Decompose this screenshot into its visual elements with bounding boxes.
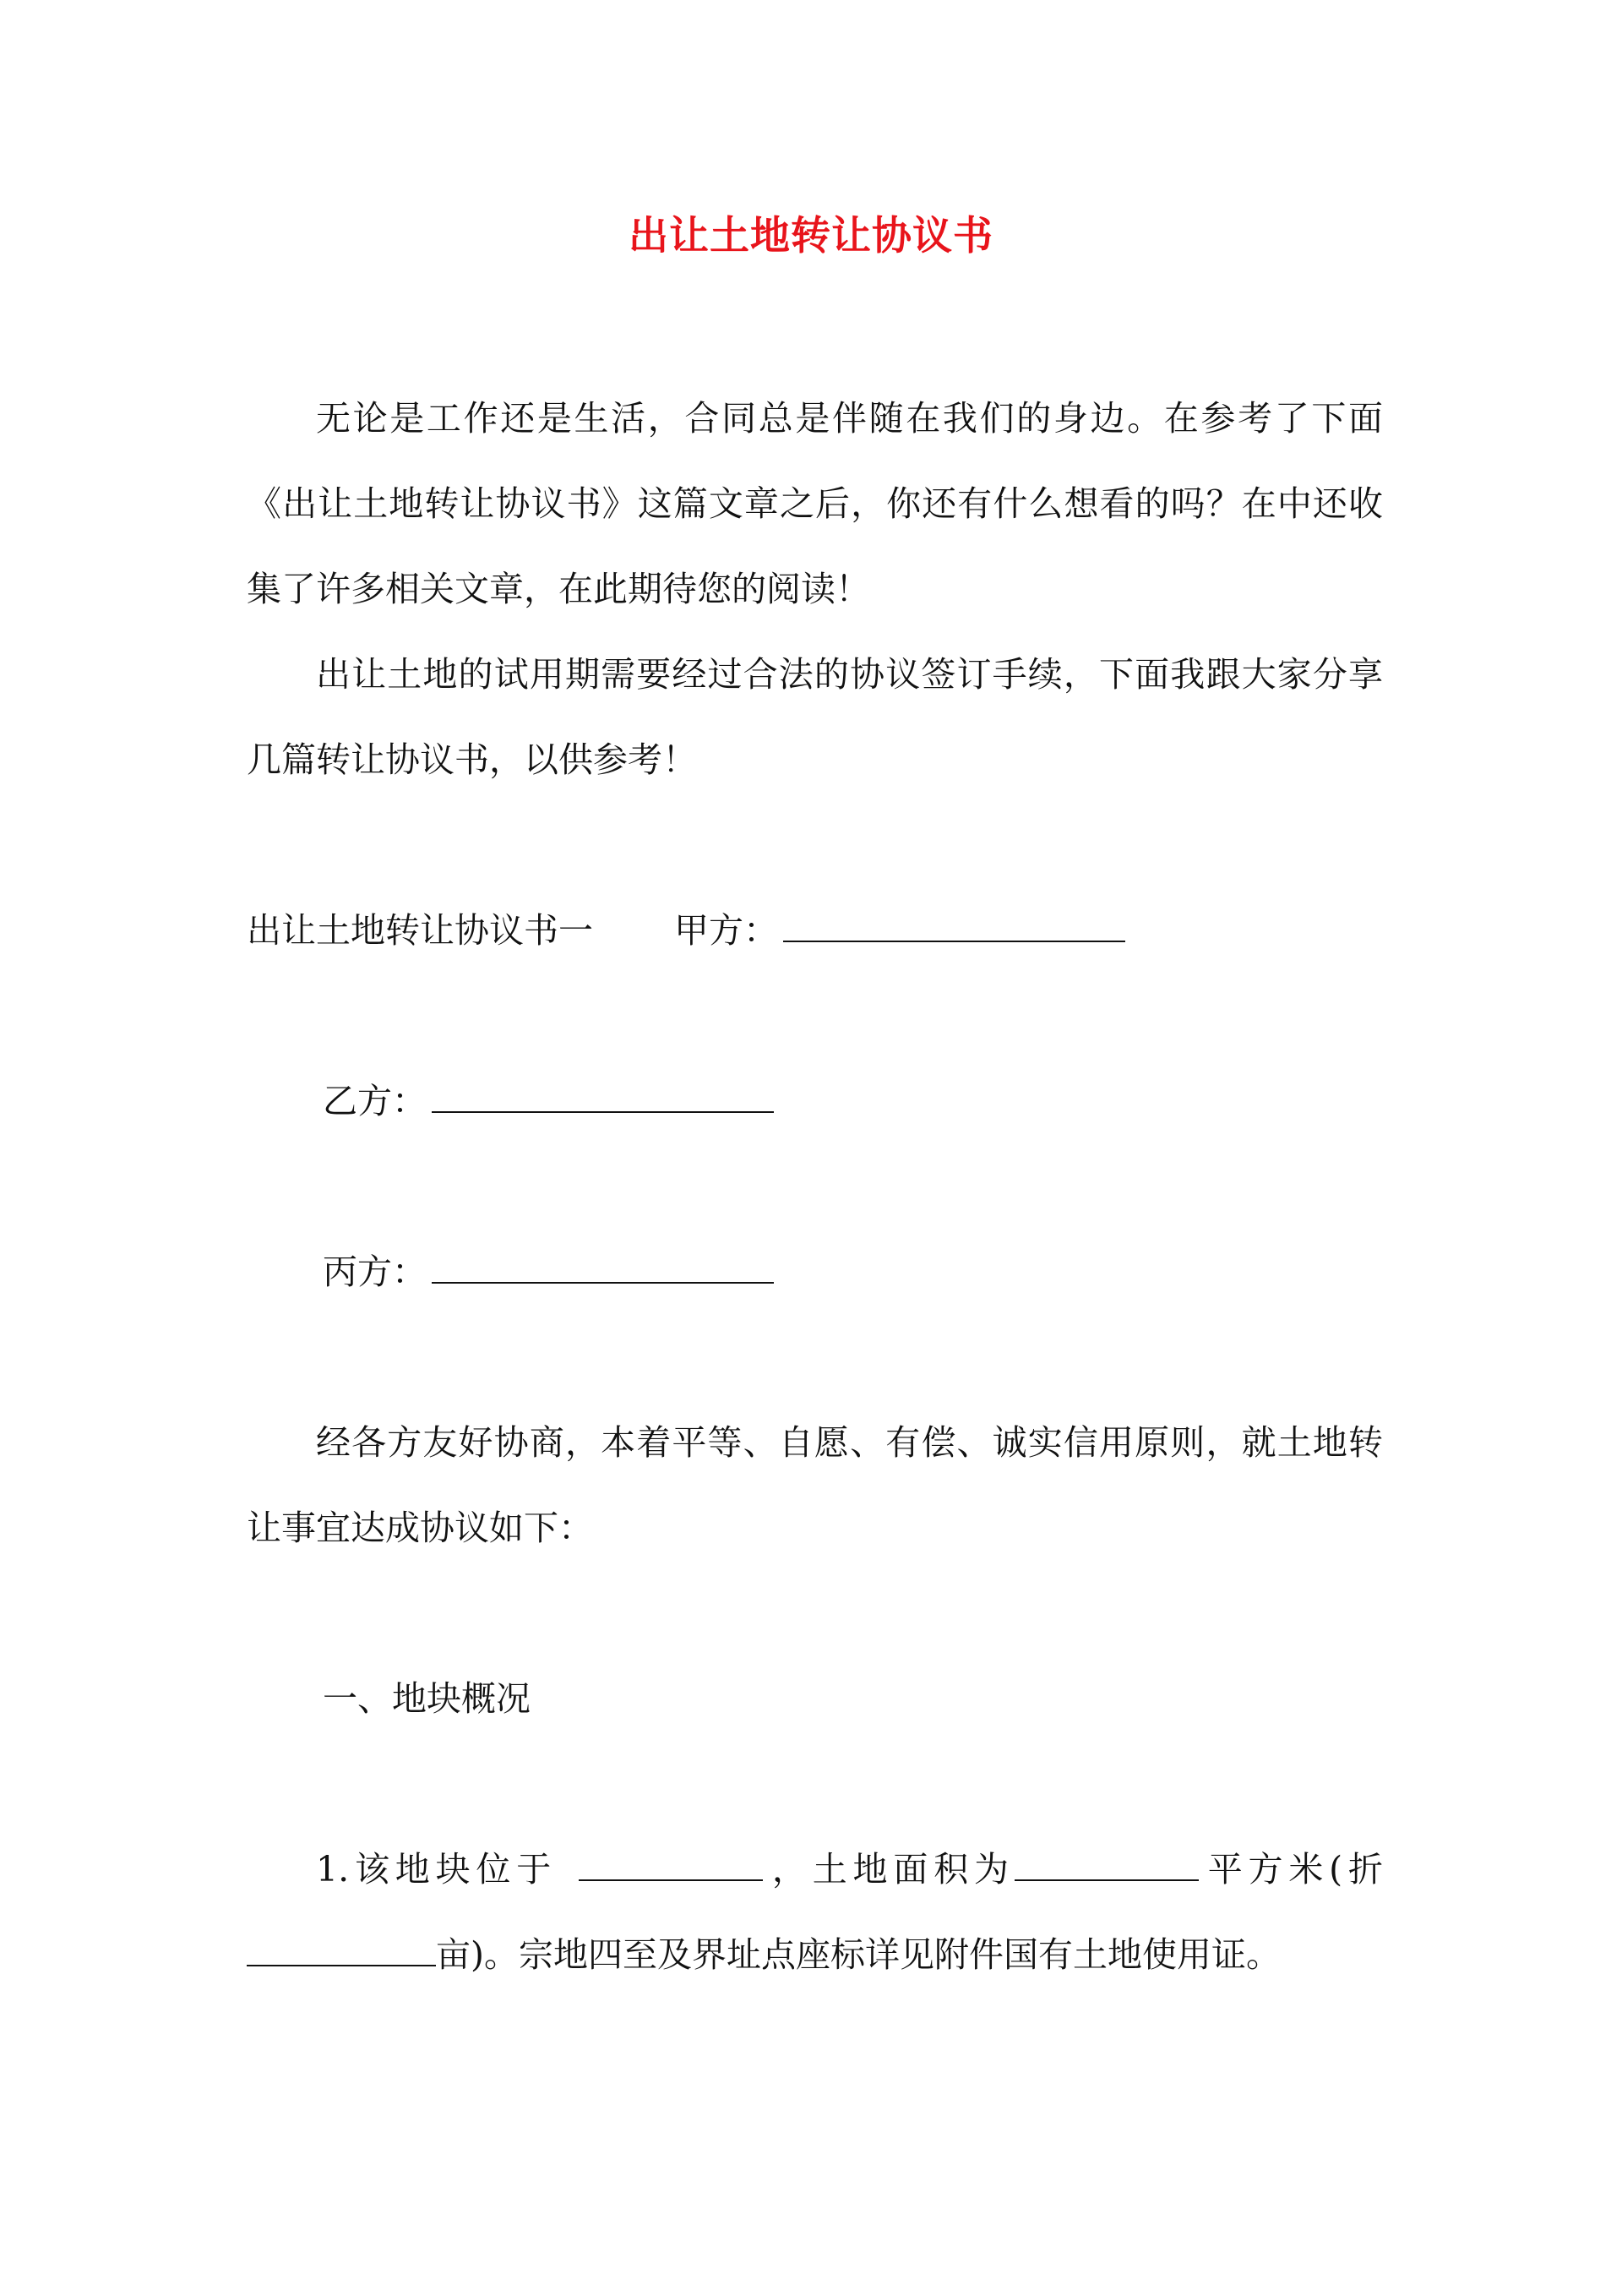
section-1-heading: 一、地块概况 <box>323 1678 531 1719</box>
spacer <box>247 1315 1383 1400</box>
spacer <box>247 803 1383 888</box>
intro-paragraph-1: 无论是工作还是生活，合同总是伴随在我们的身边。在参考了下面《出让土地转让协议书》这篇文章之后，你还有什么想看的吗？在中还收集了许多相关文章，在此期待您的阅读！ <box>247 398 1383 609</box>
clause-1-middle: ，土地面积为 <box>766 1849 1015 1890</box>
intro-paragraph-2: 出让土地的试用期需要经过合法的协议签订手续，下面我跟大家分享几篇转让协议书，以供参考！ <box>247 654 1383 780</box>
party-b-blank[interactable] <box>432 1104 774 1113</box>
party-c-label: 丙方： <box>323 1252 427 1292</box>
spacer <box>247 973 1383 1059</box>
location-blank[interactable] <box>579 1873 763 1881</box>
document-body <box>247 376 1383 1998</box>
spacer <box>247 1571 1383 1656</box>
party-a-label: 甲方： <box>674 910 778 951</box>
preamble-paragraph: 经各方友好协商，本着平等、自愿、有偿、诚实信用原则，就土地转让事宜达成协议如下： <box>247 1422 1383 1548</box>
party-b-label: 乙方： <box>323 1081 427 1121</box>
spacer <box>247 1144 1383 1230</box>
document-title: 出让土地转让协议书 <box>629 213 993 259</box>
clause-1-prefix: 1.该地块位于 <box>316 1849 558 1890</box>
agreement-heading: 出让土地转让协议书一 <box>247 910 593 951</box>
area-blank[interactable] <box>1015 1873 1199 1881</box>
party-c-row <box>247 1230 1383 1315</box>
agreement-heading-row <box>247 888 1383 973</box>
party-b-row <box>247 1059 1383 1144</box>
spacer <box>247 1742 1383 1827</box>
mu-blank[interactable] <box>247 1958 436 1966</box>
clause-1-unit: 平方米(折 <box>1201 1849 1384 1890</box>
clause-1-paragraph <box>247 1827 1383 1998</box>
clause-1-suffix: 亩)。宗地四至及界址点座标详见附件国有土地使用证。 <box>436 1934 1281 1975</box>
party-c-blank[interactable] <box>432 1275 774 1284</box>
party-a-blank[interactable] <box>783 934 1125 942</box>
